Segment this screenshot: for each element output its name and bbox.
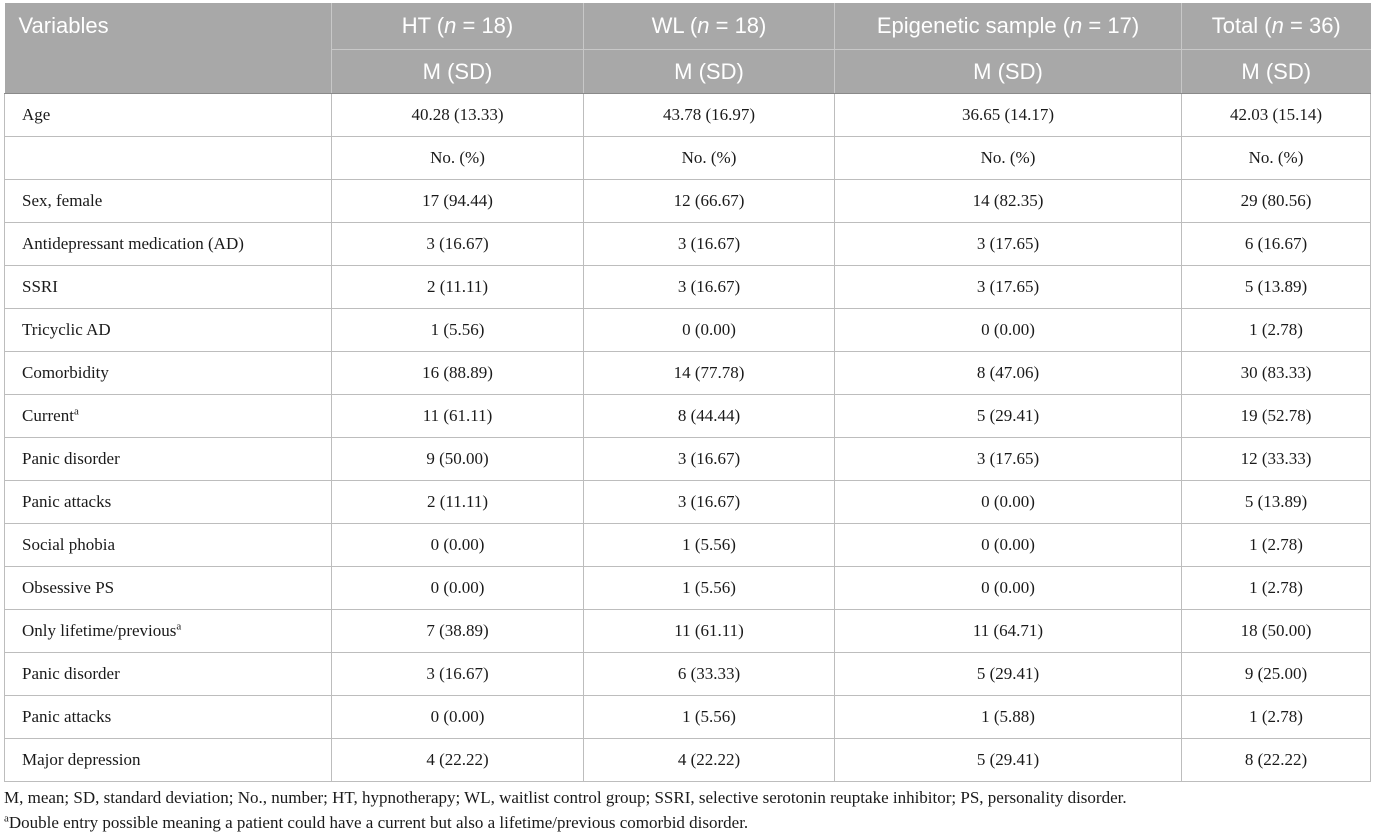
cell-total: 42.03 (15.14) [1182, 94, 1371, 137]
cell-epigenetic: No. (%) [835, 137, 1182, 180]
cell-wl: 43.78 (16.97) [584, 94, 835, 137]
cell-total: 6 (16.67) [1182, 223, 1371, 266]
row-label-text: Panic attacks [22, 492, 112, 511]
cell-epigenetic: 0 (0.00) [835, 567, 1182, 610]
row-label-text: Panic attacks [22, 707, 112, 726]
cell-wl: 8 (44.44) [584, 395, 835, 438]
cell-epigenetic: 0 (0.00) [835, 309, 1182, 352]
footnote-abbreviations: M, mean; SD, standard deviation; No., number; HT, hypnotherapy; WL, waitlist control group; SSRI, selective serotonin reuptake inhibitor; PS, personality disorder. [4, 788, 1127, 807]
cell-wl: 1 (5.56) [584, 696, 835, 739]
cell-total: 12 (33.33) [1182, 438, 1371, 481]
row-label [5, 653, 332, 696]
cell-total: No. (%) [1182, 137, 1371, 180]
header-group-total: Total (n = 36) [1182, 3, 1371, 50]
cell-total: 1 (2.78) [1182, 524, 1371, 567]
cell-ht: 9 (50.00) [332, 438, 584, 481]
header-group-ht: HT (n = 18) [332, 3, 584, 50]
table-row [5, 223, 1371, 266]
cell-total: 19 (52.78) [1182, 395, 1371, 438]
cell-ht: 0 (0.00) [332, 696, 584, 739]
cell-wl: 1 (5.56) [584, 567, 835, 610]
header-variables: Variables [5, 3, 332, 50]
cell-ht: No. (%) [332, 137, 584, 180]
cell-wl: 11 (61.11) [584, 610, 835, 653]
cell-ht: 2 (11.11) [332, 266, 584, 309]
table-footnotes [4, 785, 1370, 835]
cell-total: 1 (2.78) [1182, 567, 1371, 610]
row-label-footnote-marker: a [73, 405, 79, 418]
cell-ht: 7 (38.89) [332, 610, 584, 653]
header-blank [5, 50, 332, 94]
cell-wl: 6 (33.33) [584, 653, 835, 696]
cell-epigenetic: 8 (47.06) [835, 352, 1182, 395]
cell-epigenetic: 0 (0.00) [835, 524, 1182, 567]
cell-wl: 4 (22.22) [584, 739, 835, 782]
table-row [5, 94, 1371, 137]
table-row [5, 180, 1371, 223]
row-label [5, 94, 332, 137]
table-row [5, 438, 1371, 481]
cell-ht: 3 (16.67) [332, 653, 584, 696]
cell-epigenetic: 36.65 (14.17) [835, 94, 1182, 137]
table-body [5, 94, 1371, 782]
row-label-text: Current [22, 406, 74, 425]
cell-total: 5 (13.89) [1182, 266, 1371, 309]
cell-wl: 3 (16.67) [584, 481, 835, 524]
cell-ht: 0 (0.00) [332, 524, 584, 567]
cell-epigenetic: 14 (82.35) [835, 180, 1182, 223]
row-label-text: Antidepressant medication (AD) [22, 234, 244, 253]
table-row [5, 739, 1371, 782]
cell-wl: 14 (77.78) [584, 352, 835, 395]
row-label [5, 739, 332, 782]
row-label [5, 610, 332, 653]
row-label-text: Age [22, 105, 51, 124]
cell-ht: 0 (0.00) [332, 567, 584, 610]
row-label [5, 481, 332, 524]
header-stat-epigenetic: M (SD) [835, 50, 1182, 94]
table-row [5, 610, 1371, 653]
demographics-table [4, 3, 1371, 782]
row-label [5, 223, 332, 266]
row-label-text: Comorbidity [22, 363, 109, 382]
row-label-text: Major depression [22, 750, 141, 769]
row-label-footnote-marker: a [176, 620, 182, 633]
row-label [5, 180, 332, 223]
cell-wl: 3 (16.67) [584, 438, 835, 481]
header-group-epigenetic: Epigenetic sample (n = 17) [835, 3, 1182, 50]
table-header [5, 3, 1371, 94]
cell-total: 1 (2.78) [1182, 696, 1371, 739]
cell-ht: 17 (94.44) [332, 180, 584, 223]
table-row [5, 524, 1371, 567]
row-label-text: Tricyclic AD [22, 320, 111, 339]
cell-epigenetic: 0 (0.00) [835, 481, 1182, 524]
footnote-a-marker: a [4, 812, 9, 825]
row-label [5, 395, 332, 438]
cell-ht: 3 (16.67) [332, 223, 584, 266]
table-row [5, 395, 1371, 438]
cell-epigenetic: 3 (17.65) [835, 223, 1182, 266]
row-label-text: Only lifetime/previous [22, 621, 177, 640]
row-label-text: SSRI [22, 277, 58, 296]
table-row [5, 352, 1371, 395]
cell-epigenetic: 11 (64.71) [835, 610, 1182, 653]
cell-epigenetic: 5 (29.41) [835, 653, 1182, 696]
table-row [5, 567, 1371, 610]
table-row [5, 309, 1371, 352]
cell-wl: 12 (66.67) [584, 180, 835, 223]
cell-wl: 1 (5.56) [584, 524, 835, 567]
header-stat-wl: M (SD) [584, 50, 835, 94]
cell-wl: 3 (16.67) [584, 266, 835, 309]
cell-epigenetic: 1 (5.88) [835, 696, 1182, 739]
table-row [5, 653, 1371, 696]
footnote-a [4, 810, 1370, 835]
table-row [5, 696, 1371, 739]
demographics-table-container [4, 3, 1370, 782]
row-label [5, 567, 332, 610]
cell-wl: No. (%) [584, 137, 835, 180]
header-stat-total: M (SD) [1182, 50, 1371, 94]
cell-total: 30 (83.33) [1182, 352, 1371, 395]
row-label [5, 266, 332, 309]
row-label [5, 137, 332, 180]
cell-epigenetic: 5 (29.41) [835, 739, 1182, 782]
cell-ht: 11 (61.11) [332, 395, 584, 438]
row-label-text: Panic disorder [22, 664, 120, 683]
cell-epigenetic: 3 (17.65) [835, 266, 1182, 309]
cell-total: 5 (13.89) [1182, 481, 1371, 524]
footnote-a-text: Double entry possible meaning a patient could have a current but also a lifetime/previous comorbid disorder. [8, 813, 749, 832]
row-label [5, 438, 332, 481]
table-row [5, 481, 1371, 524]
header-stat-ht: M (SD) [332, 50, 584, 94]
cell-ht: 40.28 (13.33) [332, 94, 584, 137]
header-group-wl: WL (n = 18) [584, 3, 835, 50]
row-label [5, 524, 332, 567]
cell-ht: 2 (11.11) [332, 481, 584, 524]
cell-total: 18 (50.00) [1182, 610, 1371, 653]
cell-total: 29 (80.56) [1182, 180, 1371, 223]
row-label-text: Obsessive PS [22, 578, 115, 597]
cell-total: 1 (2.78) [1182, 309, 1371, 352]
cell-ht: 16 (88.89) [332, 352, 584, 395]
table-row [5, 266, 1371, 309]
cell-wl: 3 (16.67) [584, 223, 835, 266]
row-label-text: Panic disorder [22, 449, 120, 468]
row-label-text: Social phobia [22, 535, 116, 554]
cell-total: 9 (25.00) [1182, 653, 1371, 696]
cell-wl: 0 (0.00) [584, 309, 835, 352]
cell-total: 8 (22.22) [1182, 739, 1371, 782]
row-label [5, 696, 332, 739]
cell-epigenetic: 5 (29.41) [835, 395, 1182, 438]
row-label [5, 309, 332, 352]
cell-epigenetic: 3 (17.65) [835, 438, 1182, 481]
cell-ht: 4 (22.22) [332, 739, 584, 782]
table-row [5, 137, 1371, 180]
row-label-text: Sex, female [22, 191, 103, 210]
row-label [5, 352, 332, 395]
cell-ht: 1 (5.56) [332, 309, 584, 352]
